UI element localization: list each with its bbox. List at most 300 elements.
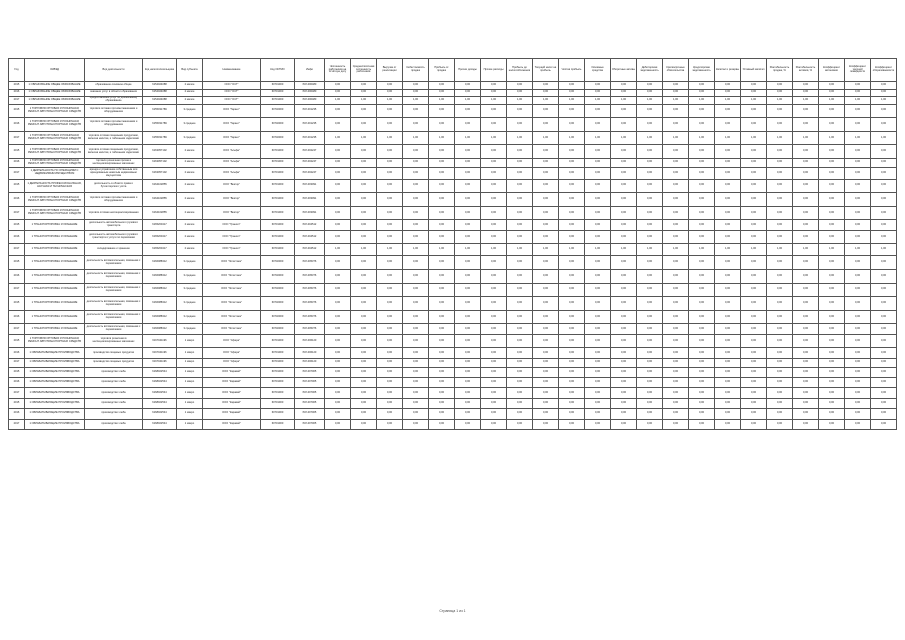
table-cell: 0,00 xyxy=(351,104,377,118)
table-cell: 6167041196 xyxy=(143,358,177,367)
table-cell: 0,00 xyxy=(481,283,507,297)
table-cell: 6166088312 xyxy=(143,283,177,297)
table-cell: 0,00 xyxy=(377,283,403,297)
table-cell: 6155031789 xyxy=(143,104,177,118)
table-cell: 0,00 xyxy=(767,206,793,220)
table-row xyxy=(9,409,897,419)
table-cell: ЮЛ-006120 xyxy=(295,358,325,367)
table-cell: 0,00 xyxy=(325,118,351,132)
table-cell: 0,00 xyxy=(559,179,585,193)
table-cell: 0,00 xyxy=(559,324,585,334)
table-cell: 0,00 xyxy=(637,158,663,167)
table-cell: 0,00 xyxy=(585,283,611,297)
table-cell: 2015 xyxy=(9,104,25,118)
table-cell: 0,00 xyxy=(325,358,351,367)
table-cell: 1,00 xyxy=(767,97,793,105)
table-cell: 1,00 xyxy=(507,131,533,145)
table-cell: 0,00 xyxy=(377,388,403,398)
table-cell: 1,00 xyxy=(351,97,377,105)
table-cell: 0,00 xyxy=(455,348,481,358)
table-cell: 0,00 xyxy=(741,388,767,398)
table-cell: 0,00 xyxy=(663,206,689,220)
table-cell: ООО "Логистика" xyxy=(203,270,261,284)
table-cell: 0,00 xyxy=(793,297,819,311)
column-header: Наименование xyxy=(203,59,261,82)
table-cell: 0,00 xyxy=(611,388,637,398)
table-cell: 0,00 xyxy=(377,167,403,179)
table-cell: ООО "ОСТ" xyxy=(203,89,261,97)
table-cell: 6167041196 xyxy=(143,348,177,358)
table-cell: ЮЛ-007005 xyxy=(295,377,325,387)
table-cell: 0,00 xyxy=(325,193,351,207)
table-cell: 0,00 xyxy=(845,324,871,334)
table-cell: 6163057102 xyxy=(143,167,177,179)
column-header: Чистая прибыль xyxy=(559,59,585,82)
table-cell: 60701000 xyxy=(261,145,295,159)
table-body xyxy=(9,82,897,430)
table-cell: 0,00 xyxy=(507,145,533,159)
table-cell: 0,00 xyxy=(715,324,741,334)
table-cell: 0,00 xyxy=(325,145,351,159)
table-cell: 0,00 xyxy=(533,324,559,334)
table-cell: 0,00 xyxy=(689,367,715,377)
table-cell: 0,00 xyxy=(507,206,533,220)
table-cell: ЮЛ-001235 xyxy=(295,131,325,145)
table-row xyxy=(9,244,897,256)
table-cell: 0,00 xyxy=(689,145,715,159)
table-cell: 0,00 xyxy=(767,145,793,159)
table-cell: 1 ТОРГОВЛЯ ОПТОВАЯ И РОЗНИЧНАЯ; РЕМОНТ АВТОТРАНСПОРТНЫХ СРЕДСТВ xyxy=(25,104,85,118)
table-cell: 0,00 xyxy=(845,409,871,419)
table-cell: 0,00 xyxy=(689,256,715,270)
table-cell: ООО "Транзит" xyxy=(203,230,261,244)
table-cell: 0,00 xyxy=(637,89,663,97)
table-cell: 0,00 xyxy=(325,409,351,419)
table-cell: ООО "Каравай" xyxy=(203,367,261,377)
table-cell: 0,00 xyxy=(377,206,403,220)
table-row xyxy=(9,145,897,159)
table-cell: 0,00 xyxy=(559,419,585,429)
table-cell: 0,00 xyxy=(377,358,403,367)
table-cell: 0,00 xyxy=(689,419,715,429)
table-cell: 0,00 xyxy=(533,388,559,398)
table-cell: 1 микро xyxy=(177,334,203,348)
table-cell: 60701000 xyxy=(261,220,295,230)
table-row xyxy=(9,358,897,367)
table-cell: ООО "Гарант" xyxy=(203,118,261,132)
table-cell: ООО "Сфера" xyxy=(203,358,261,367)
table-cell: 0,00 xyxy=(533,89,559,97)
table-cell: 0,00 xyxy=(325,206,351,220)
table-cell: 0,00 xyxy=(871,310,897,324)
table-cell: 0,00 xyxy=(429,358,455,367)
table-cell: 1,00 xyxy=(689,97,715,105)
table-cell: ЮЛ-001235 xyxy=(295,118,325,132)
table-cell: 0,00 xyxy=(507,179,533,193)
table-row xyxy=(9,388,897,398)
table-cell: 0,00 xyxy=(351,158,377,167)
table-cell: 0,00 xyxy=(533,179,559,193)
table-cell: 0,00 xyxy=(429,206,455,220)
table-cell: 0,00 xyxy=(455,118,481,132)
table-cell: 0,00 xyxy=(585,324,611,334)
table-cell: 1,00 xyxy=(871,131,897,145)
table-cell: 6166088312 xyxy=(143,297,177,311)
table-cell: 0,00 xyxy=(871,89,897,97)
table-cell: 0,00 xyxy=(741,167,767,179)
table-cell: 0,00 xyxy=(377,334,403,348)
table-cell: 1 микро xyxy=(177,388,203,398)
table-cell: 0,00 xyxy=(689,167,715,179)
table-cell: ООО "Вектор" xyxy=(203,179,261,193)
table-cell: 0,00 xyxy=(819,158,845,167)
table-cell: 6154024088 xyxy=(143,82,177,90)
table-cell: 0,00 xyxy=(845,398,871,408)
column-header: Рентабельность активов, % xyxy=(793,59,819,82)
table-cell: ЮЛ-002247 xyxy=(295,145,325,159)
table-cell: 0,00 xyxy=(715,358,741,367)
table-cell: 0,00 xyxy=(481,310,507,324)
table-cell: 0,00 xyxy=(481,419,507,429)
table-cell: 1 ОБРАБАТЫВАЮЩИЕ ПРОИЗВОДСТВА xyxy=(25,388,85,398)
table-cell: 0,00 xyxy=(819,145,845,159)
table-cell: 2 малое xyxy=(177,145,203,159)
table-cell: 0,00 xyxy=(533,256,559,270)
table-cell: 0,00 xyxy=(403,89,429,97)
table-cell: ООО "Логистика" xyxy=(203,256,261,270)
table-cell: 0,00 xyxy=(507,230,533,244)
table-cell: 0,00 xyxy=(689,348,715,358)
table-cell: 0,00 xyxy=(533,409,559,419)
table-cell: производство хлеба xyxy=(85,377,143,387)
table-cell: 0,00 xyxy=(715,256,741,270)
table-cell: 0,00 xyxy=(403,179,429,193)
table-cell: 1,00 xyxy=(793,244,819,256)
table-cell: 0,00 xyxy=(871,82,897,90)
table-cell: 0,00 xyxy=(793,118,819,132)
table-cell: 0,00 xyxy=(351,297,377,311)
table-cell: 60740000 xyxy=(261,118,295,132)
table-cell: 1,00 xyxy=(793,131,819,145)
column-header: Выручка от реализации xyxy=(377,59,403,82)
table-cell: 0,00 xyxy=(845,310,871,324)
table-cell: 0,00 xyxy=(429,377,455,387)
table-cell: 0,00 xyxy=(715,398,741,408)
table-cell: 0,00 xyxy=(377,230,403,244)
table-cell: 0,00 xyxy=(351,230,377,244)
table-cell: 0,00 xyxy=(429,89,455,97)
table-cell: 0,00 xyxy=(663,324,689,334)
table-cell: 0,00 xyxy=(793,206,819,220)
table-cell: 0,00 xyxy=(585,409,611,419)
table-row xyxy=(9,297,897,311)
table-cell: 1,00 xyxy=(481,97,507,105)
table-cell: 60701000 xyxy=(261,82,295,90)
table-cell: 0,00 xyxy=(481,179,507,193)
table-cell: 6165200417 xyxy=(143,230,177,244)
table-cell: 0,00 xyxy=(611,206,637,220)
table-cell: 0,00 xyxy=(741,409,767,419)
table-cell: 0,00 xyxy=(455,206,481,220)
table-cell: 0,00 xyxy=(741,377,767,387)
table-cell: 6154024088 xyxy=(143,89,177,97)
table-cell: 0,00 xyxy=(689,358,715,367)
table-cell: 60701000 xyxy=(261,367,295,377)
table-cell: 0,00 xyxy=(845,82,871,90)
table-cell: 0,00 xyxy=(845,419,871,429)
table-cell: 0,00 xyxy=(741,270,767,284)
table-cell: 0,00 xyxy=(637,179,663,193)
table-cell: 0,00 xyxy=(611,348,637,358)
table-cell: 0,00 xyxy=(611,82,637,90)
table-cell: 0,00 xyxy=(819,398,845,408)
table-cell: 0,00 xyxy=(741,193,767,207)
table-cell: 1,00 xyxy=(377,131,403,145)
table-cell: 0,00 xyxy=(325,334,351,348)
table-cell: 0,00 xyxy=(663,145,689,159)
table-cell: 1,00 xyxy=(663,244,689,256)
table-cell: 0,00 xyxy=(767,167,793,179)
table-cell: 1 ДЕЯТЕЛЬНОСТЬ ПРОФЕССИОНАЛЬНАЯ, НАУЧНАЯ И ТЕХНИЧЕСКАЯ xyxy=(25,179,85,193)
table-cell: 2 малое xyxy=(177,89,203,97)
table-cell: 0,00 xyxy=(585,310,611,324)
table-cell: 0,00 xyxy=(845,270,871,284)
table-cell: ООО "Гарант" xyxy=(203,131,261,145)
table-cell: 0,00 xyxy=(871,158,897,167)
table-cell: ООО "Сфера" xyxy=(203,348,261,358)
column-header: Коэффициент автономии xyxy=(819,59,845,82)
table-cell: 0,00 xyxy=(455,89,481,97)
table-cell: 60701000 xyxy=(261,230,295,244)
table-cell: 0,00 xyxy=(585,206,611,220)
table-cell: 0,00 xyxy=(663,89,689,97)
table-row xyxy=(9,270,897,284)
table-cell: 0,00 xyxy=(455,104,481,118)
table-row xyxy=(9,367,897,377)
table-cell: 0,00 xyxy=(793,193,819,207)
table-cell: 0,00 xyxy=(741,297,767,311)
table-cell: 2015 xyxy=(9,256,25,270)
table-cell: 0,00 xyxy=(871,283,897,297)
table-cell: 2016 xyxy=(9,118,25,132)
table-cell: 0,00 xyxy=(871,297,897,311)
table-cell: 0,00 xyxy=(429,324,455,334)
table-cell: 0,00 xyxy=(663,179,689,193)
table-cell: 0,00 xyxy=(793,270,819,284)
table-cell: 0,00 xyxy=(507,324,533,334)
table-cell: 0,00 xyxy=(637,193,663,207)
table-cell: 0,00 xyxy=(507,118,533,132)
table-cell: 60701000 xyxy=(261,388,295,398)
table-cell: 0,00 xyxy=(377,158,403,167)
table-cell: 0,00 xyxy=(585,419,611,429)
table-cell: 2017 xyxy=(9,324,25,334)
table-cell: 0,00 xyxy=(559,310,585,324)
table-cell: 0,00 xyxy=(533,230,559,244)
table-cell: 0,00 xyxy=(793,348,819,358)
table-cell: 0,00 xyxy=(871,145,897,159)
table-cell: 0,00 xyxy=(845,367,871,377)
table-cell: 6164102855 xyxy=(143,193,177,207)
table-cell: оказание услуг в области образования xyxy=(85,89,143,97)
table-cell: 0,00 xyxy=(637,118,663,132)
table-cell: торговля оптовая прочими машинами и оборудованием xyxy=(85,104,143,118)
table-cell: 0,00 xyxy=(455,409,481,419)
table-cell: 0,00 xyxy=(351,367,377,377)
table-cell: 1,00 xyxy=(871,244,897,256)
table-cell: ЮЛ-007005 xyxy=(295,398,325,408)
table-cell: 0,00 xyxy=(611,118,637,132)
table-cell: 3 среднее xyxy=(177,118,203,132)
table-row xyxy=(9,131,897,145)
table-cell: 0,00 xyxy=(689,89,715,97)
table-cell: 0,00 xyxy=(663,358,689,367)
table-cell: 60740000 xyxy=(261,297,295,311)
table-cell: 0,00 xyxy=(377,297,403,311)
table-cell: 2015 xyxy=(9,82,25,90)
table-cell: 2016 xyxy=(9,270,25,284)
table-cell: 0,00 xyxy=(689,283,715,297)
table-cell: 0,00 xyxy=(741,398,767,408)
table-cell: 0,00 xyxy=(403,167,429,179)
table-cell: 1,00 xyxy=(611,131,637,145)
table-cell: 0,00 xyxy=(403,104,429,118)
table-cell: 0,00 xyxy=(481,206,507,220)
table-cell: 0,00 xyxy=(585,398,611,408)
table-cell: 0,00 xyxy=(819,388,845,398)
table-cell: 0,00 xyxy=(689,388,715,398)
table-cell: 0,00 xyxy=(793,377,819,387)
column-header: Среднесписочная численность работников xyxy=(351,59,377,82)
table-cell: 0,00 xyxy=(455,193,481,207)
table-cell: 0,00 xyxy=(845,220,871,230)
table-cell: 0,00 xyxy=(871,398,897,408)
table-cell: 0,00 xyxy=(663,118,689,132)
table-cell: 1,00 xyxy=(819,97,845,105)
table-cell: 60701000 xyxy=(261,398,295,408)
table-cell: 0,00 xyxy=(741,367,767,377)
table-cell: 0,00 xyxy=(481,230,507,244)
table-cell: 0,00 xyxy=(767,230,793,244)
table-cell: 0,00 xyxy=(507,377,533,387)
table-cell: 0,00 xyxy=(793,283,819,297)
table-cell: 2017 xyxy=(9,206,25,220)
table-cell: 2 малое xyxy=(177,230,203,244)
table-cell: 0,00 xyxy=(871,256,897,270)
table-cell: 0,00 xyxy=(871,118,897,132)
table-cell: 0,00 xyxy=(741,89,767,97)
table-cell: 0,00 xyxy=(429,297,455,311)
table-cell: 0,00 xyxy=(715,367,741,377)
table-cell: 0,00 xyxy=(559,358,585,367)
table-cell: 0,00 xyxy=(585,334,611,348)
table-cell: 0,00 xyxy=(637,419,663,429)
table-cell: 1,00 xyxy=(325,97,351,105)
table-cell: ООО "ОСТ" xyxy=(203,82,261,90)
table-cell: ЮЛ-005376 xyxy=(295,310,325,324)
table-cell: 2017 xyxy=(9,283,25,297)
table-cell: 0,00 xyxy=(767,409,793,419)
table-cell: 1,00 xyxy=(819,244,845,256)
table-cell: 0,00 xyxy=(351,358,377,367)
table-cell: 0,00 xyxy=(403,118,429,132)
table-header xyxy=(9,59,897,82)
table-cell: 0,00 xyxy=(559,334,585,348)
table-cell: 6164102855 xyxy=(143,206,177,220)
table-cell: 0,00 xyxy=(793,358,819,367)
table-cell: 0,00 xyxy=(351,398,377,408)
table-cell: 0,00 xyxy=(689,118,715,132)
table-cell: 0,00 xyxy=(845,230,871,244)
table-cell: 0,00 xyxy=(845,158,871,167)
table-cell: 0,00 xyxy=(741,220,767,230)
table-cell: 0,00 xyxy=(767,419,793,429)
table-cell: 60701000 xyxy=(261,89,295,97)
table-cell: ООО "Вектор" xyxy=(203,206,261,220)
table-cell: 0,00 xyxy=(663,158,689,167)
table-cell: 60740000 xyxy=(261,283,295,297)
table-cell: 1,00 xyxy=(611,244,637,256)
table-cell: 0,00 xyxy=(767,193,793,207)
table-cell: 0,00 xyxy=(845,104,871,118)
table-row xyxy=(9,377,897,387)
table-cell: 2015 xyxy=(9,179,25,193)
table-cell: 0,00 xyxy=(429,256,455,270)
table-cell: 0,00 xyxy=(559,367,585,377)
table-cell: 0,00 xyxy=(429,118,455,132)
table-cell: 60701000 xyxy=(261,179,295,193)
table-cell: ООО "Гарант" xyxy=(203,104,261,118)
table-cell: 0,00 xyxy=(533,310,559,324)
table-cell: 1,00 xyxy=(585,244,611,256)
table-cell: торговля оптовая пищевыми продуктами, включая напитки, и табачными изделиями xyxy=(85,145,143,159)
table-cell: ООО "Альфа" xyxy=(203,158,261,167)
table-cell: 0,00 xyxy=(377,220,403,230)
table-cell: 0,00 xyxy=(637,348,663,358)
table-cell: 0,00 xyxy=(507,310,533,324)
sheet xyxy=(8,58,896,430)
table-cell: 0,00 xyxy=(585,388,611,398)
table-cell: 0,00 xyxy=(403,158,429,167)
table-cell: 0,00 xyxy=(715,419,741,429)
table-cell: 0,00 xyxy=(533,358,559,367)
table-cell: 3 среднее xyxy=(177,270,203,284)
table-cell: 0,00 xyxy=(429,82,455,90)
table-cell: 0,00 xyxy=(741,118,767,132)
table-cell: 0,00 xyxy=(325,89,351,97)
table-cell: 1 ТОРГОВЛЯ ОПТОВАЯ И РОЗНИЧНАЯ; РЕМОНТ АВТОТРАНСПОРТНЫХ СРЕДСТВ xyxy=(25,118,85,132)
table-cell: 0,00 xyxy=(507,419,533,429)
table-cell: 0,00 xyxy=(325,324,351,334)
table-cell: 0,00 xyxy=(689,193,715,207)
table-cell: 0,00 xyxy=(585,179,611,193)
table-cell: 0,00 xyxy=(325,179,351,193)
table-cell: 0,00 xyxy=(403,270,429,284)
table-cell: 0,00 xyxy=(403,409,429,419)
table-cell: 0,00 xyxy=(793,409,819,419)
table-cell: 2016 xyxy=(9,193,25,207)
table-cell: 0,00 xyxy=(637,206,663,220)
table-cell: 0,00 xyxy=(637,324,663,334)
table-cell: 0,00 xyxy=(429,193,455,207)
table-cell: 0,00 xyxy=(689,158,715,167)
table-cell: 0,00 xyxy=(403,398,429,408)
table-cell: 0,00 xyxy=(611,270,637,284)
table-cell: 1 ТРАНСПОРТИРОВКА И ХРАНЕНИЕ xyxy=(25,310,85,324)
column-header: Инфо xyxy=(295,59,325,82)
table-cell: 0,00 xyxy=(637,220,663,230)
table-cell: 0,00 xyxy=(351,193,377,207)
